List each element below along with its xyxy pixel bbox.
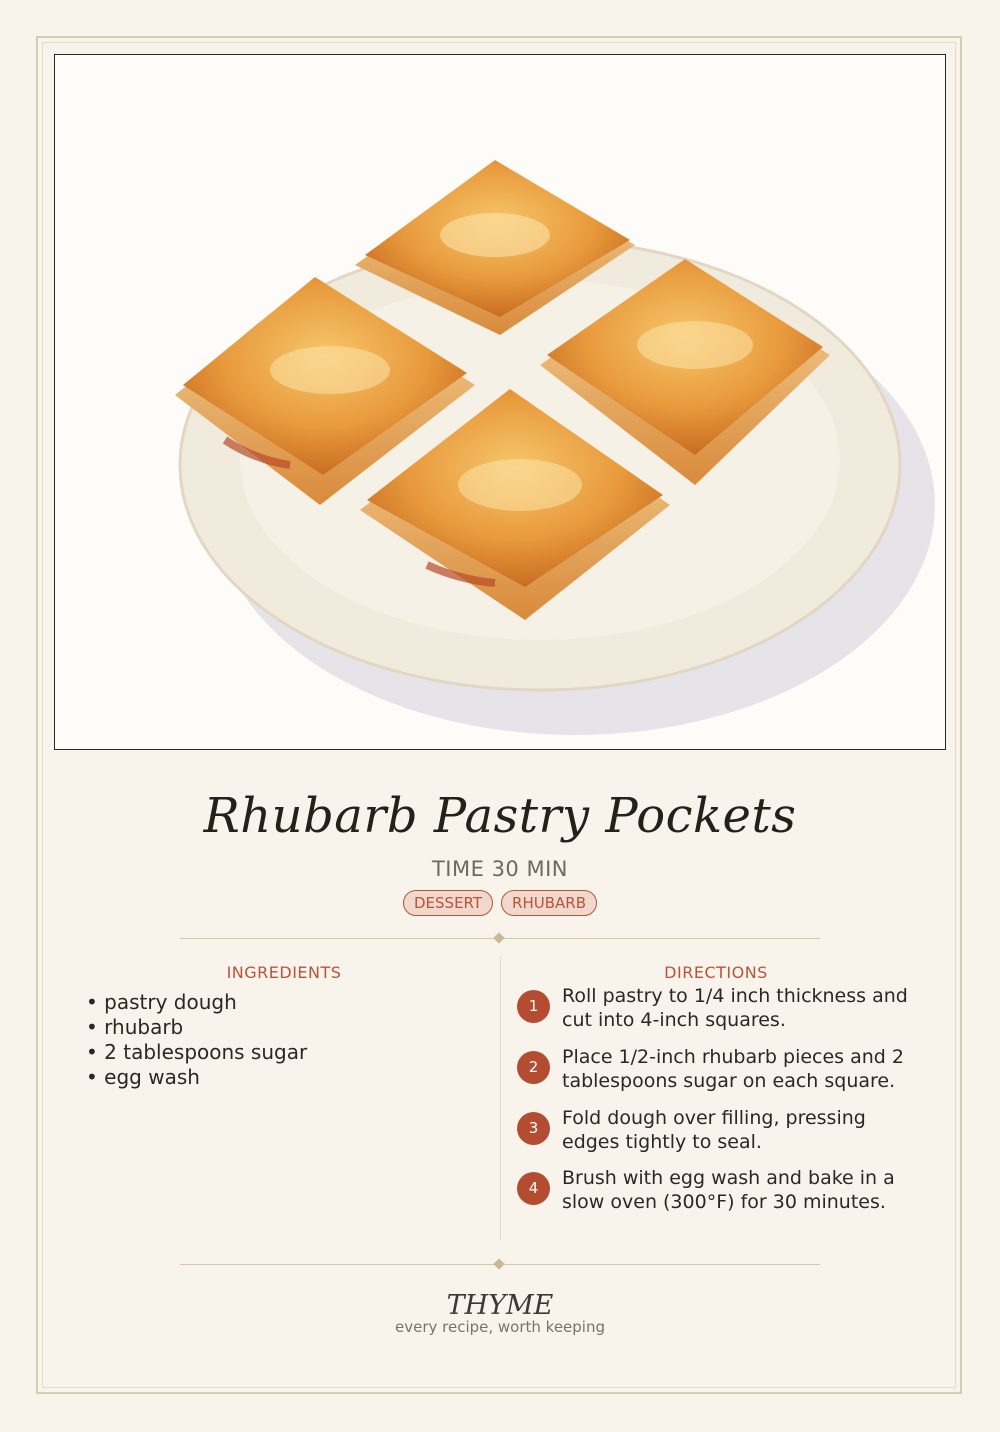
direction-step	[517, 1046, 927, 1093]
column-divider	[500, 956, 501, 1240]
ingredient-item: • pastry dough	[86, 990, 307, 1015]
ingredient-item: • egg wash	[86, 1065, 307, 1090]
recipe-illustration	[54, 54, 946, 750]
brand-name: THYME	[446, 1290, 554, 1321]
brand-tagline: every recipe, worth keeping	[394, 1318, 605, 1336]
recipe-title: Rhubarb Pastry Pockets	[203, 788, 797, 844]
step-text: Place 1/2-inch rhubarb pieces and 2 tablespoons sugar on each square.	[562, 1046, 904, 1092]
step-number: 4	[517, 1172, 550, 1205]
tag-dessert[interactable]: DESSERT	[403, 890, 493, 916]
ingredient-item: • rhubarb	[86, 1015, 307, 1040]
direction-step	[517, 985, 927, 1032]
step-number: 3	[517, 1112, 550, 1145]
step-text: Brush with egg wash and bake in a slow oven (300°F) for 30 minutes.	[562, 1167, 895, 1213]
ingredients-list	[86, 990, 307, 1090]
direction-step	[517, 1167, 927, 1214]
tag-rhubarb[interactable]: RHUBARB	[501, 890, 597, 916]
ingredient-item: • 2 tablespoons sugar	[86, 1040, 307, 1065]
direction-step	[517, 1107, 927, 1154]
step-text: Fold dough over filling, pressing edges tightly to seal.	[562, 1107, 866, 1153]
directions-heading: DIRECTIONS	[664, 963, 768, 982]
step-number: 2	[517, 1051, 550, 1084]
step-text: Roll pastry to 1/4 inch thickness and cut into 4-inch squares.	[562, 985, 908, 1031]
ingredients-heading: INGREDIENTS	[226, 963, 342, 982]
tag-list	[0, 890, 1000, 916]
step-number: 1	[517, 990, 550, 1023]
cook-time: TIME 30 MIN	[431, 857, 568, 881]
